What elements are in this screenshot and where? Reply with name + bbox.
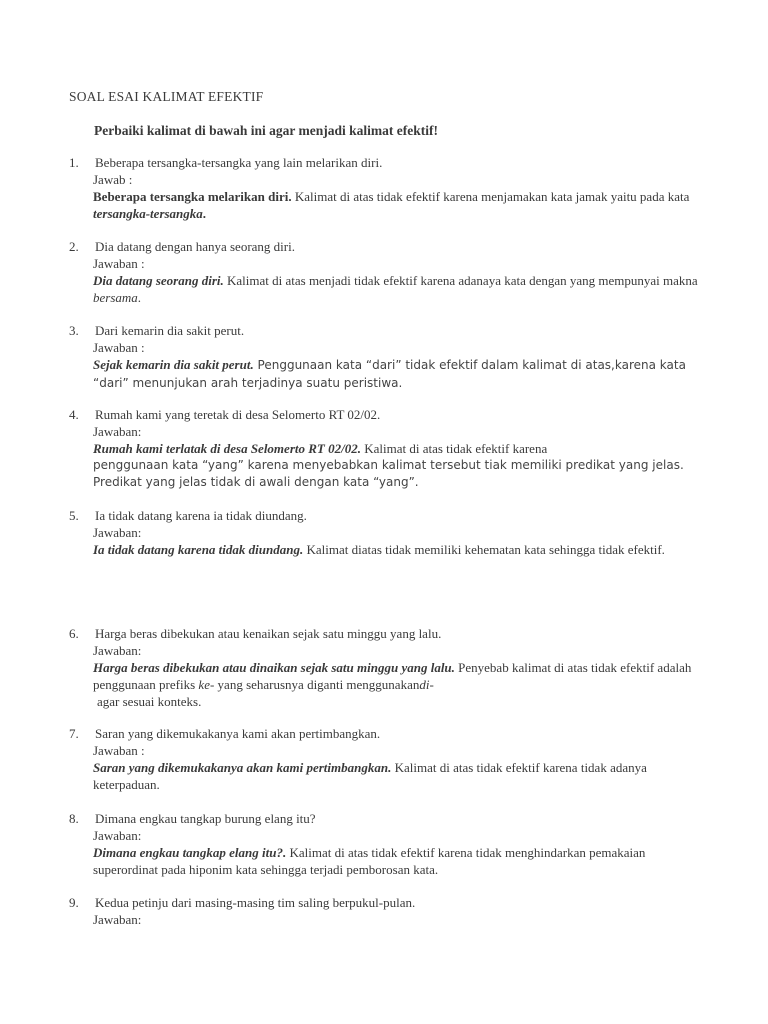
question-item-6 (69, 625, 709, 710)
answer-block (93, 742, 709, 793)
answer-text: Ia tidak datang karena tidak diundang. (93, 542, 304, 557)
item-number: 8. (69, 811, 79, 826)
explanation-text-2: yang seharusnya diganti menggunakan (214, 677, 420, 692)
question-item-5 (69, 507, 709, 558)
question-item-7 (69, 725, 709, 793)
item-number: 9. (69, 895, 79, 910)
explanation-text: Kalimat di atas tidak efektif karena (360, 441, 548, 456)
answer-block (93, 642, 709, 710)
answer-label: Jawaban: (93, 912, 142, 927)
document-title: SOAL ESAI KALIMAT EFEKTIF (69, 89, 264, 104)
answer-label: Jawaban : (93, 256, 145, 271)
prefix-ke: ke- (198, 677, 215, 692)
explanation-text: Kalimat di atas menjadi tidak efektif karena adanaya kata dengan yang mempunyai makna (223, 273, 698, 288)
answer-label: Jawaban: (93, 424, 142, 439)
answer-text: Sejak kemarin dia sakit perut. (93, 357, 254, 372)
question-item-4 (69, 406, 709, 491)
question-item-3 (69, 322, 709, 392)
question-item-2 (69, 238, 709, 306)
prefix-di: di- (419, 677, 434, 692)
question-text: Harga beras dibekukan atau kenaikan sejak satu minggu yang lalu. (95, 626, 442, 641)
answer-block (93, 339, 709, 392)
emphasis-term: bersama (93, 290, 138, 305)
explanation-text: Kalimat di atas tidak efektif karena tidak adanya keterpaduan. (93, 760, 647, 792)
item-number: 3. (69, 323, 79, 338)
explanation-text: Kalimat di atas tidak efektif karena menjamakan kata jamak yaitu pada kata (291, 189, 690, 204)
question-text: Ia tidak datang karena ia tidak diundang. (95, 508, 307, 523)
question-text: Saran yang dikemukakanya kami akan pertimbangkan. (95, 726, 381, 741)
question-item-8 (69, 810, 709, 878)
answer-label: Jawaban : (93, 743, 145, 758)
answer-block (93, 171, 709, 222)
item-number: 4. (69, 407, 79, 422)
question-text: Kedua petinju dari masing-masing tim saling berpukul-pulan. (95, 895, 416, 910)
explanation-end: agar sesuai konteks. (97, 694, 202, 709)
answer-block (93, 423, 709, 491)
question-text: Dimana engkau tangkap burung elang itu? (95, 811, 316, 826)
question-item-9 (69, 894, 709, 928)
explanation-end: . (202, 206, 207, 221)
answer-text: Harga beras dibekukan atau dinaikan sejak satu minggu yang lalu. (93, 660, 455, 675)
answer-block (93, 255, 709, 306)
answer-label: Jawaban: (93, 828, 142, 843)
item-number: 5. (69, 508, 79, 523)
answer-text: Saran yang dikemukakanya akan kami pertimbangkan. (93, 760, 392, 775)
explanation-continued: penggunaan kata “yang” karena menyebabkan kalimat tersebut tiak memiliki predikat yang jelas. Predikat yang jelas tidak di awali dengan kata “yang”. (93, 458, 684, 489)
question-text: Dari kemarin dia sakit perut. (95, 323, 245, 338)
item-number: 6. (69, 626, 79, 641)
answer-label: Jawab : (93, 172, 133, 187)
answer-text: Rumah kami terlatak di desa Selomerto RT 02/02. (93, 441, 361, 456)
answer-block (93, 827, 709, 878)
answer-text: Dimana engkau tangkap elang itu?. (93, 845, 287, 860)
emphasis-term: tersangka-tersangka (93, 206, 203, 221)
instruction: Perbaiki kalimat di bawah ini agar menjadi kalimat efektif! (94, 123, 439, 138)
explanation-text: Penggunaan kata “dari” tidak efektif dalam kalimat di atas,karena kata “dari” menunjukan arah terjadinya suatu peristiwa. (93, 358, 686, 390)
item-number: 1. (69, 155, 79, 170)
answer-block (93, 911, 709, 928)
explanation-text: Kalimat di atas tidak efektif karena tidak menghindarkan pemakaian superordinat pada hiponim kata sehingga terjadi pemborosan kata. (93, 845, 646, 877)
item-number: 2. (69, 239, 79, 254)
explanation-text: Penyebab kalimat di atas tidak efektif adalah penggunaan prefiks (93, 660, 692, 692)
question-item-1 (69, 154, 709, 222)
answer-label: Jawaban : (93, 340, 145, 355)
explanation-end: . (137, 290, 142, 305)
item-number: 7. (69, 726, 79, 741)
answer-label: Jawaban: (93, 643, 142, 658)
question-text: Dia datang dengan hanya seorang diri. (95, 239, 295, 254)
answer-text: Beberapa tersangka melarikan diri. (93, 189, 292, 204)
explanation-text: Kalimat diatas tidak memiliki kehematan kata sehingga tidak efektif. (303, 542, 665, 557)
answer-block (93, 524, 709, 558)
answer-label: Jawaban: (93, 525, 142, 540)
question-text: Rumah kami yang teretak di desa Selomerto RT 02/02. (95, 407, 381, 422)
question-text: Beberapa tersangka-tersangka yang lain melarikan diri. (95, 155, 383, 170)
answer-text: Dia datang seorang diri. (93, 273, 224, 288)
